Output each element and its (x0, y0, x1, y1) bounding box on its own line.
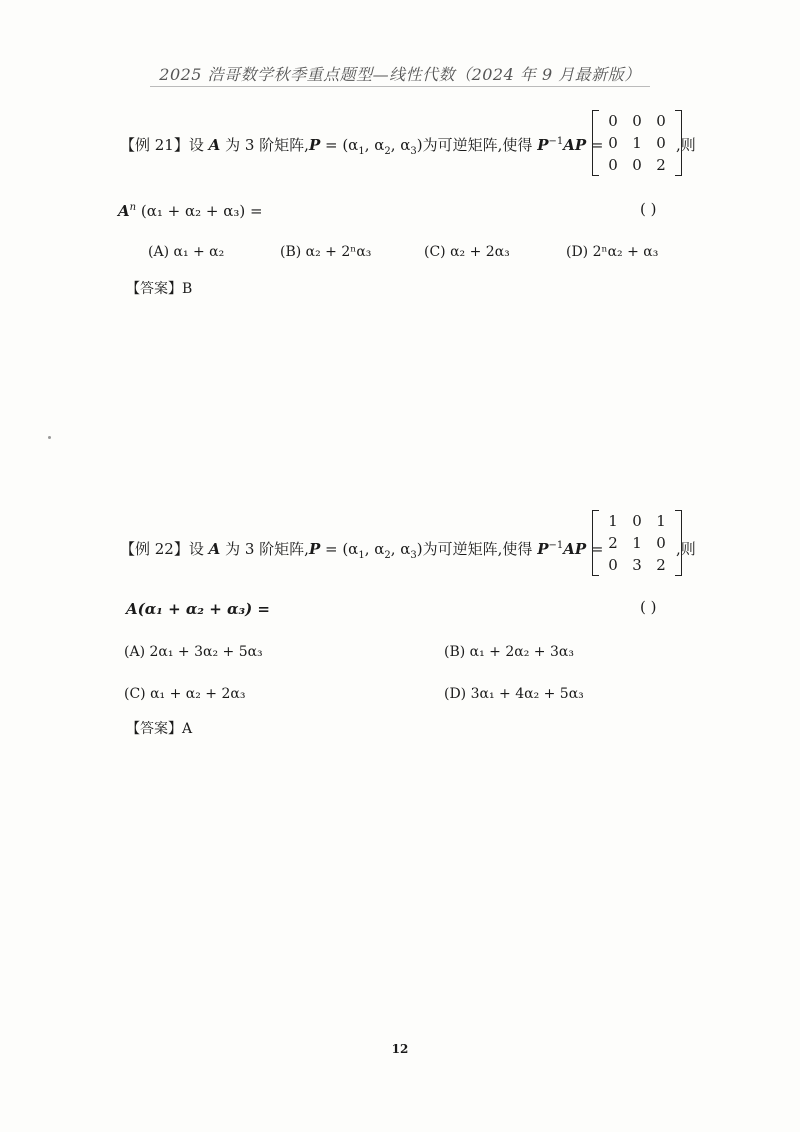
ex22-option-d: (D) 3α₁ + 4α₂ + 5α₃ (444, 686, 584, 702)
ex22-stem-c: 为可逆矩阵,使得 (422, 540, 533, 558)
matrix-cell: 2 (656, 156, 666, 174)
ex22-c2: , α (390, 540, 411, 558)
ex21-option-d: (D) 2ⁿα₂ + α₃ (566, 244, 659, 260)
ex22-close: ) (416, 540, 423, 558)
ex21-answer-paren: ( ) (640, 200, 657, 218)
ex21-stem-a: 设 (188, 136, 204, 154)
ex21-option-a: (A) α₁ + α₂ (148, 244, 225, 260)
ex21-option-c: (C) α₂ + 2α₃ (424, 244, 510, 260)
ex22-answer-paren: ( ) (640, 598, 657, 616)
ex22-label: 【例 22】 (120, 540, 189, 558)
bracket-left (592, 110, 599, 176)
matrix-cell: 3 (632, 556, 642, 574)
matrix-cell: 0 (632, 512, 642, 530)
ex22-p2: P (537, 540, 549, 558)
matrix-cell: 1 (656, 512, 666, 530)
ex21-close: ) (416, 136, 423, 154)
header-divider (150, 86, 650, 87)
ex22-stem (120, 538, 604, 561)
ex22-sub2: 2 (384, 550, 391, 561)
ex22-stem-b: 为 3 阶矩阵, (225, 540, 309, 558)
matrix-cell: 0 (656, 534, 666, 552)
ex22-eq: = (α (320, 540, 359, 558)
ex21-matrix-grid (599, 110, 675, 176)
ex21-answer: 【答案】B (126, 281, 193, 297)
ex21-p2: P (537, 136, 549, 154)
ex21-matrix-a: A (208, 136, 221, 154)
ex21-expression (118, 202, 263, 220)
ex21-expr-body: (α₁ + α₂ + α₃) = (140, 202, 263, 220)
matrix-cell: 0 (656, 134, 666, 152)
ex22-p: P (308, 540, 321, 558)
ex22-ap: AP (563, 540, 587, 558)
ex21-eq: = (α (320, 136, 359, 154)
scan-speck (48, 436, 51, 439)
ex21-sub1: 1 (358, 146, 365, 157)
ex22-matrix-a: A (208, 540, 221, 558)
matrix-cell: 1 (632, 534, 642, 552)
ex21-then: ,则 (676, 136, 696, 154)
ex21-sub3: 3 (410, 146, 417, 157)
ex21-equals: = (586, 136, 604, 154)
ex22-expression: A(α₁ + α₂ + α₃) = (126, 600, 270, 618)
ex22-option-c: (C) α₁ + α₂ + 2α₃ (124, 686, 246, 702)
ex22-inv: −1 (548, 540, 564, 551)
ex22-stem-a: 设 (188, 540, 204, 558)
ex21-stem-b: 为 3 阶矩阵, (225, 136, 309, 154)
ex21-stem (120, 134, 604, 157)
matrix-cell: 0 (656, 112, 666, 130)
matrix-cell: 1 (608, 512, 618, 530)
page-header: 2025 浩哥数学秋季重点题型—线性代数（2024 年 9 月最新版） (159, 65, 641, 84)
ex21-label: 【例 21】 (120, 136, 189, 154)
matrix-cell: 1 (632, 134, 642, 152)
ex22-option-b: (B) α₁ + 2α₂ + 3α₃ (444, 644, 574, 660)
ex21-c1: , α (364, 136, 385, 154)
matrix-cell: 0 (632, 112, 642, 130)
ex22-matrix (592, 510, 682, 576)
bracket-left (592, 510, 599, 576)
ex22-then: ,则 (676, 540, 696, 558)
matrix-cell: 0 (608, 556, 618, 574)
matrix-cell: 2 (608, 534, 618, 552)
ex22-c1: , α (364, 540, 385, 558)
matrix-cell: 0 (632, 156, 642, 174)
ex21-option-b: (B) α₂ + 2ⁿα₃ (280, 244, 372, 260)
page-number: 12 (391, 1042, 409, 1056)
matrix-cell: 0 (608, 156, 618, 174)
ex22-equals: = (586, 540, 604, 558)
ex21-sub2: 2 (384, 146, 391, 157)
ex21-p: P (308, 136, 321, 154)
ex22-sub1: 1 (358, 550, 365, 561)
ex22-option-a: (A) 2α₁ + 3α₂ + 5α₃ (124, 644, 263, 660)
ex21-inv: −1 (548, 136, 564, 147)
ex21-expr-a: A (118, 202, 130, 220)
matrix-cell: 0 (608, 134, 618, 152)
matrix-cell: 0 (608, 112, 618, 130)
matrix-cell: 2 (656, 556, 666, 574)
ex22-matrix-grid (599, 510, 675, 576)
ex21-ap: AP (563, 136, 587, 154)
ex22-sub3: 3 (410, 550, 417, 561)
ex22-answer: 【答案】A (126, 721, 193, 737)
ex21-expr-sup: n (129, 202, 137, 213)
ex21-c2: , α (390, 136, 411, 154)
ex21-matrix (592, 110, 682, 176)
ex21-stem-c: 为可逆矩阵,使得 (422, 136, 533, 154)
